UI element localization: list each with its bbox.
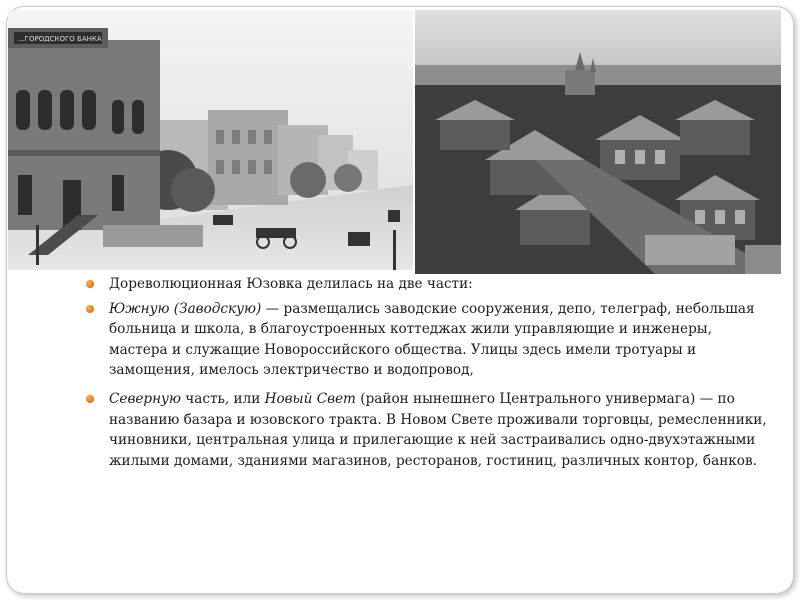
- north-part-connector: часть, или: [180, 390, 265, 407]
- south-part-title: Южную (Заводскую): [109, 300, 262, 317]
- bullet-item-south: [86, 299, 770, 381]
- bullet-icon: [86, 280, 94, 288]
- new-svet-name: Новый Свет: [264, 390, 356, 407]
- right-panorama-photo: [415, 10, 781, 274]
- north-part-description: (район нынешнего Центрального универмага) — по названию базара и юзовского тракта. В Новом Свете проживали торговцы, ремесленники, чиновники, центральная улица и прилегающие к ней застраивались одно-двухэтажными жилыми домами, зданиями магазинов, ресторанов, гостиниц, различных контор, банков.: [109, 390, 767, 469]
- bullet-item-intro: [86, 274, 770, 295]
- bullet-icon: [86, 395, 94, 403]
- bullet-item-north: [86, 389, 770, 471]
- bullet-icon: [86, 305, 94, 313]
- bank-sign-text: ...ГОРОДСКОГО БАНКА: [18, 35, 102, 43]
- left-street-photo: [8, 10, 413, 270]
- north-part-title: Северную: [109, 390, 181, 407]
- intro-text: Дореволюционная Юзовка делилась на две части:: [109, 276, 473, 292]
- south-part-description: — размещались заводские сооружения, депо, телеграф, небольшая больница и школа, в благоустроенных коттеджах жили управляющие и инженеры, мастера и служащие Новороссийского общества. Улицы здесь имели тротуары и замощения, имелось электричество и водопровод,: [109, 300, 755, 379]
- slide-text-content: [86, 274, 770, 479]
